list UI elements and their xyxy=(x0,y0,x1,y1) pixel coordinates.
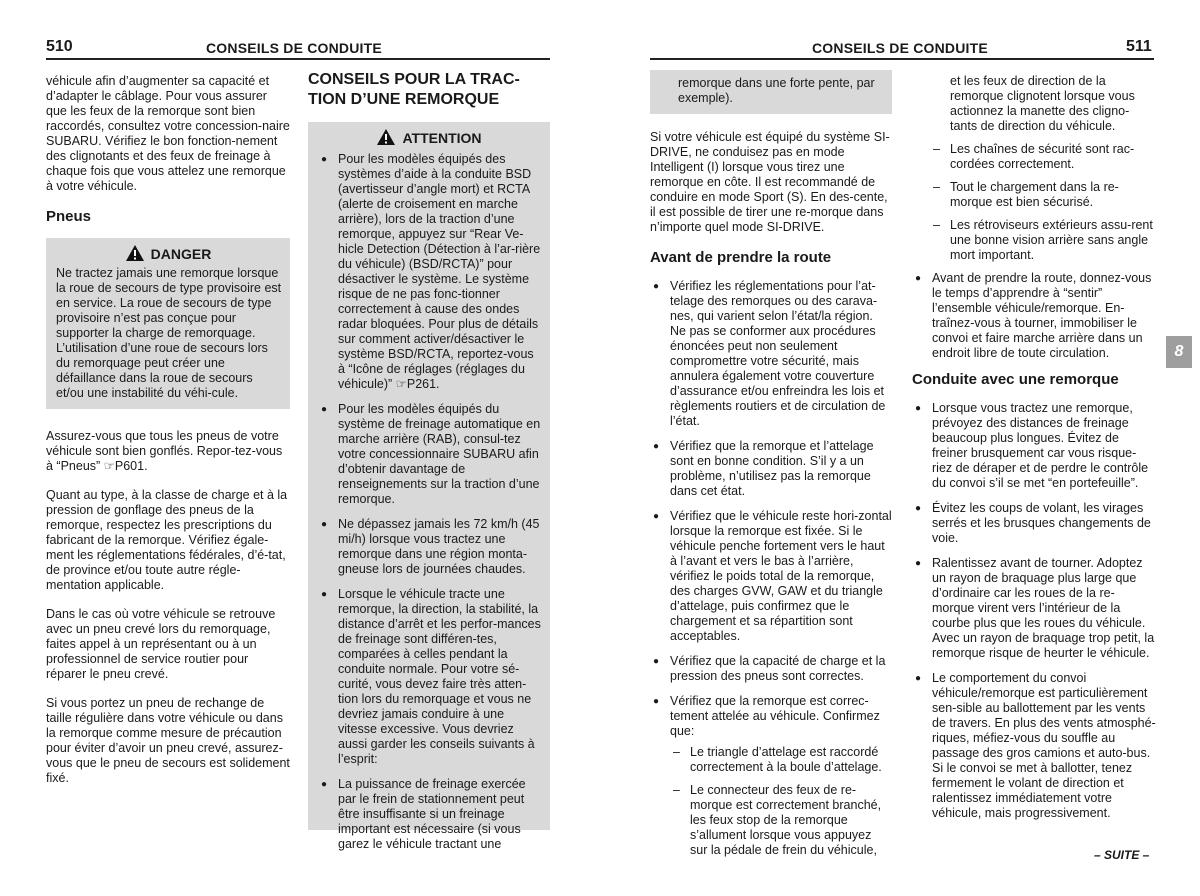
list-item: ● Vérifiez que le véhicule reste hori-zontal lorsque la remorque est fixée. Si le véhicule penche fortement vers le haut à l’avant et vers le bas à l’arrière, vérifiez le poids total de la remorque, des charges GVW, GAW et du triangle d’attelage, puis confirmez que le chargement et sa répartition sont acceptables. xyxy=(650,509,892,644)
attention-title: ATTENTION xyxy=(402,130,482,146)
danger-box xyxy=(46,238,290,409)
list-item xyxy=(650,694,892,858)
before-route-heading: Avant de prendre la route xyxy=(650,249,832,266)
list-item: ● Vérifiez les réglementations pour l’at-telage des remorques ou des carava-nes, qui varient selon l’état/la région. Ne pas se conformer aux procédures énoncées peut non seulement compromettre votre sécurité, mais annulera également votre couverture d’assurance et/ou enfreindra les lois et règlements routiers et de circulation de l’état. xyxy=(650,279,892,429)
paragraph: Si vous portez un pneu de rechange de taille régulière dans votre véhicule ou dans la remorque comme mesure de précaution pour éviter d’avoir un pneu crevé, assurez-vous que le pneu de secours est solidement fixé. xyxy=(46,696,290,785)
si-drive-paragraph: Si votre véhicule est équipé du système SI-DRIVE, ne conduisez pas en mode Intelligent (I) lorsque vous tirez une remorque en côte. Il est recommandé de conduire en mode Sport (S). En des-cente, il est possible de tirer une re-morque dans n’importe quel mode SI-DRIVE. xyxy=(650,130,890,234)
intro-paragraph: véhicule afin d’augmenter sa capacité et d’adapter le câblage. Pour vous assurer que les feux de la remorque sont bien raccordés, consultez votre concession-naire SUBARU. Vérifiez le bon fonction-nement des clignotants et des feux de freinage à chaque fois que vous attelez une remorque à votre véhicule. xyxy=(46,74,290,193)
list-item: ● Évitez les coups de volant, les virages serrés et les brusques changements de voie. xyxy=(912,501,1156,546)
danger-header xyxy=(46,238,290,266)
dash-item: – Les rétroviseurs extérieurs assu-rent une bonne vision arrière sans angle mort important. xyxy=(930,218,1156,263)
attention-box xyxy=(308,122,550,851)
towing-driving-heading: Conduite avec une remorque xyxy=(912,371,1119,388)
right-running-head: CONSEILS DE CONDUITE xyxy=(812,40,988,56)
list-item: ● Lorsque le véhicule tracte une remorque, la direction, la stabilité, la distance d’arrêt et les perfor-mances de freinage sont différen-tes, comparées à celles pendant la conduite normale. Pour votre sé-curité, vous devez faire très atten-tion lors du remorquage et vous ne devriez jamais conduire à une vitesse excessive. Vous devriez aussi garder les conseils suivants à l’esprit: xyxy=(318,587,542,767)
list-item: ● Avant de prendre la route, donnez-vous le temps d’apprendre à “sentir” l’ensemble véhicule/remorque. En-traînez-vous à tourner, immobiliser le convoi et faire marche arrière dans un endroit libre de toute circulation. xyxy=(912,271,1156,361)
section-heading-towing: CONSEILS POUR LA TRAC-TION D’UNE REMORQUE xyxy=(308,71,520,108)
list-item: ● La puissance de freinage exercée par le frein de stationnement peut être insuffisante si un freinage important est nécessaire (si vous garez le véhicule tractant une xyxy=(318,777,542,852)
right-column-1 xyxy=(650,70,892,868)
danger-title: DANGER xyxy=(150,246,212,262)
dash-item: – Les chaînes de sécurité sont rac-cordées correctement. xyxy=(930,142,1156,172)
list-item: ● Vérifiez que la capacité de charge et la pression des pneus sont correctes. xyxy=(650,654,892,684)
list-item: ● Lorsque vous tractez une remorque, prévoyez des distances de freinage beaucoup plus longues. Évitez de freiner brusquement car vous risque-riez de déraper et de perdre le contrôle du convoi s’il se met “en portefeuille”. xyxy=(912,401,1156,491)
dash-item: – Le triangle d’attelage est raccordé correctement à la boule d’attelage. xyxy=(670,745,892,775)
paragraph: Dans le cas où votre véhicule se retrouve avec un pneu crevé lors du remorquage, faites appel à un représentant ou à un professionnel de service routier pour réparer le pneu crevé. xyxy=(46,607,276,681)
continued-text: et les feux de direction de la remorque clignotent lorsque vous actionnez la manette des cligno-tants de direction du véhicule. xyxy=(950,74,1135,133)
warning-triangle-icon xyxy=(376,128,396,146)
left-header-rule xyxy=(46,58,550,60)
chapter-tab: 8 xyxy=(1166,336,1192,368)
dash-item: – Le connecteur des feux de re-morque est correctement branché, les feux stop de la remorque s’allument lorsque vous appuyez sur la pédale de frein du véhicule, xyxy=(670,783,892,858)
paragraph: Assurez-vous que tous les pneus de votre véhicule sont bien gonflés. Repor-tez-vous à “Pneus” ☞P601. xyxy=(46,429,283,473)
attention-header xyxy=(308,122,550,150)
list-item: ● Vérifiez que la remorque et l’attelage sont en bonne condition. S’il y a un problème, n’utilisez pas la remorque dans cet état. xyxy=(650,439,892,499)
left-page-number: 510 xyxy=(46,38,73,55)
left-running-head: CONSEILS DE CONDUITE xyxy=(206,40,382,56)
dash-item: – Tout le chargement dans la re-morque est bien sécurisé. xyxy=(930,180,1156,210)
pneus-heading: Pneus xyxy=(46,208,92,225)
attention-box-continued: remorque dans une forte pente, par exemple). xyxy=(650,70,892,114)
right-header-rule xyxy=(650,58,1154,60)
left-column-2 xyxy=(308,70,550,851)
list-item: ● Ralentissez avant de tourner. Adoptez un rayon de braquage plus large que d’ordinaire car les roues de la re-morque virent vers l’intérieur de la courbe plus que les roues du véhicule. Avec un rayon de braquage trop petit, la remorque risque de heurter le véhicule. xyxy=(912,556,1156,661)
continued-footer: – SUITE – xyxy=(1094,848,1150,862)
list-item: ● Pour les modèles équipés des systèmes d’aide à la conduite BSD (avertisseur d’angle mort) et RCTA (alerte de croisement en marche arrière), lors de la traction d’une remorque, appuyez sur “Rear Ve-hicle Detection (Détection à l’ar-rière du véhicule) (BSD/RCTA)” pour désactiver le système. Le système risque de ne pas fonc-tionner correctement à cause des ondes radar bloquées. Pour plus de détails sur comment activer/désactiver le système BSD/RCTA, reportez-vous à “Icône de réglages (réglages du véhicule)” ☞P261. xyxy=(318,152,542,392)
danger-text: Ne tractez jamais une remorque lorsque la roue de secours de type provisoire est en service. La roue de secours de type provisoire n’est pas conçue pour supporter la charge de remorquage. L’utilisation d’une roue de secours lors du remorquage peut créer une défaillance dans la roue de secours et/ou une instabilité du véhi-cule. xyxy=(56,266,282,400)
list-item: ● Ne dépassez jamais les 72 km/h (45 mi/h) lorsque vous tractez une remorque dans une région monta-gneuse lors de journées chaudes. xyxy=(318,517,542,577)
left-column-1 xyxy=(46,74,290,800)
list-item-text: Vérifiez que la remorque est correc-tement attelée au véhicule. Confirmez que: xyxy=(670,694,880,738)
warning-triangle-icon xyxy=(125,244,145,262)
list-item: ● Pour les modèles équipés du système de freinage automatique en marche arrière (RAB), consul-tez votre concessionnaire SUBARU afin d’obtenir davantage de renseignements sur la traction d’une remorque. xyxy=(318,402,542,507)
list-item: ● Le comportement du convoi véhicule/remorque est particulièrement sen-sible au ballottement par les vents de travers. En plus des vents atmosphé-riques, méfiez-vous du souffle au passage des gros camions et auto-bus. Si le convoi se met à ballotter, tenez fermement le volant de direction et ralentissez immédiatement votre véhicule, mais progressivement. xyxy=(912,671,1156,821)
right-page-number: 511 xyxy=(1126,38,1152,55)
paragraph: Quant au type, à la classe de charge et à la pression de gonflage des pneus de la remorque, respectez les prescriptions du fabricant de la remorque. Vérifiez égale-ment les réglementations fédérales, d’é-tat, de province et/ou toute autre régle-mentation applicable. xyxy=(46,488,288,592)
right-column-2 xyxy=(912,74,1156,831)
